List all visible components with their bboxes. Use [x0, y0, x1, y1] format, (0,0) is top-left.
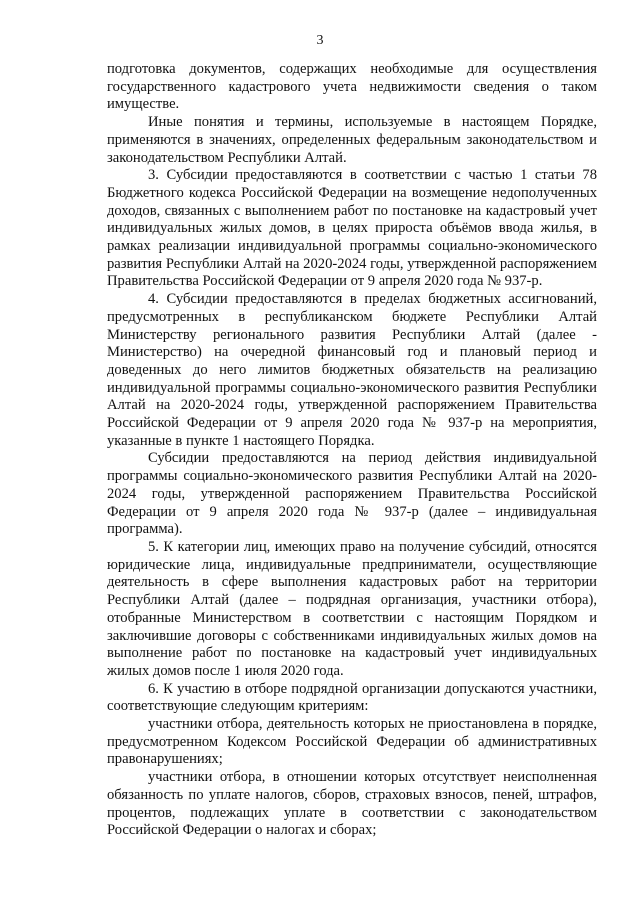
page-number: 3: [316, 33, 324, 48]
paragraph-item-5: 5. К категории лиц, имеющих право на получение субсидий, относятся юридические лица, индивидуальные предприниматели, осуществляющие деятельность в сфере выполнения кадастровых работ на территории Республики Алтай (далее – подрядная организация, участники отбора), отобранные Министерством в соответствии с настоящим Порядком и заключившие договоры с собственниками индивидуальных жилых домов на выполнение работ по постановке на кадастровый учет индивидуальных жилых домов после 1 июля 2020 года.: [107, 538, 597, 679]
paragraph-subsidy-period: Субсидии предоставляются на период действия индивидуальной программы социально-экономического развития Республики Алтай на 2020-2024 годы, утвержденной распоряжением Правительства Российской Федерации от 9 апреля 2020 года № 937-р (далее – индивидуальная программа).: [107, 450, 597, 538]
document-body: [107, 61, 597, 840]
paragraph-terms: Иные понятия и термины, используемые в настоящем Порядке, применяются в значениях, определенных федеральным законодательством и законодательством Республики Алтай.: [107, 114, 597, 166]
paragraph-criterion-2: участники отбора, в отношении которых отсутствует неисполненная обязанность по уплате налогов, сборов, страховых взносов, пеней, штрафов, процентов, подлежащих уплате в соответствии с законодательством Российской Федерации о налогах и сборах;: [107, 769, 597, 839]
paragraph-item-4: 4. Субсидии предоставляются в пределах бюджетных ассигнований, предусмотренных в республиканском бюджете Республики Алтай Министерству регионального развития Республики Алтай (далее - Министерство) на очередной финансовый год и плановый период и доведенных до него лимитов бюджетных обязательств на реализацию индивидуальной программы социально-экономического развития Республики Алтай на 2020-2024 годы, утвержденной распоряжением Правительства Российской Федерации от 9 апреля 2020 года № 937-р на мероприятия, указанные в пункте 1 настоящего Порядка.: [107, 291, 597, 449]
paragraph-criterion-1: участники отбора, деятельность которых не приостановлена в порядке, предусмотренном Кодексом Российской Федерации об административных правонарушениях;: [107, 716, 597, 768]
paragraph-item-3: 3. Субсидии предоставляются в соответствии с частью 1 статьи 78 Бюджетного кодекса Российской Федерации на возмещение недополученных доходов, связанных с выполнением работ по постановке на кадастровый учет индивидуальных жилых домов, в целях прироста объёмов ввода жилья, в рамках реализации индивидуальной программы социально-экономического развития Республики Алтай на 2020-2024 годы, утвержденной распоряжением Правительства Российской Федерации от 9 апреля 2020 года № 937-р.: [107, 167, 597, 290]
paragraph-continuation: подготовка документов, содержащих необходимые для осуществления государственного кадастрового учета недвижимости сведения о таком имуществе.: [107, 61, 597, 113]
paragraph-item-6: 6. К участию в отборе подрядной организации допускаются участники, соответствующие следующим критериям:: [107, 680, 597, 715]
